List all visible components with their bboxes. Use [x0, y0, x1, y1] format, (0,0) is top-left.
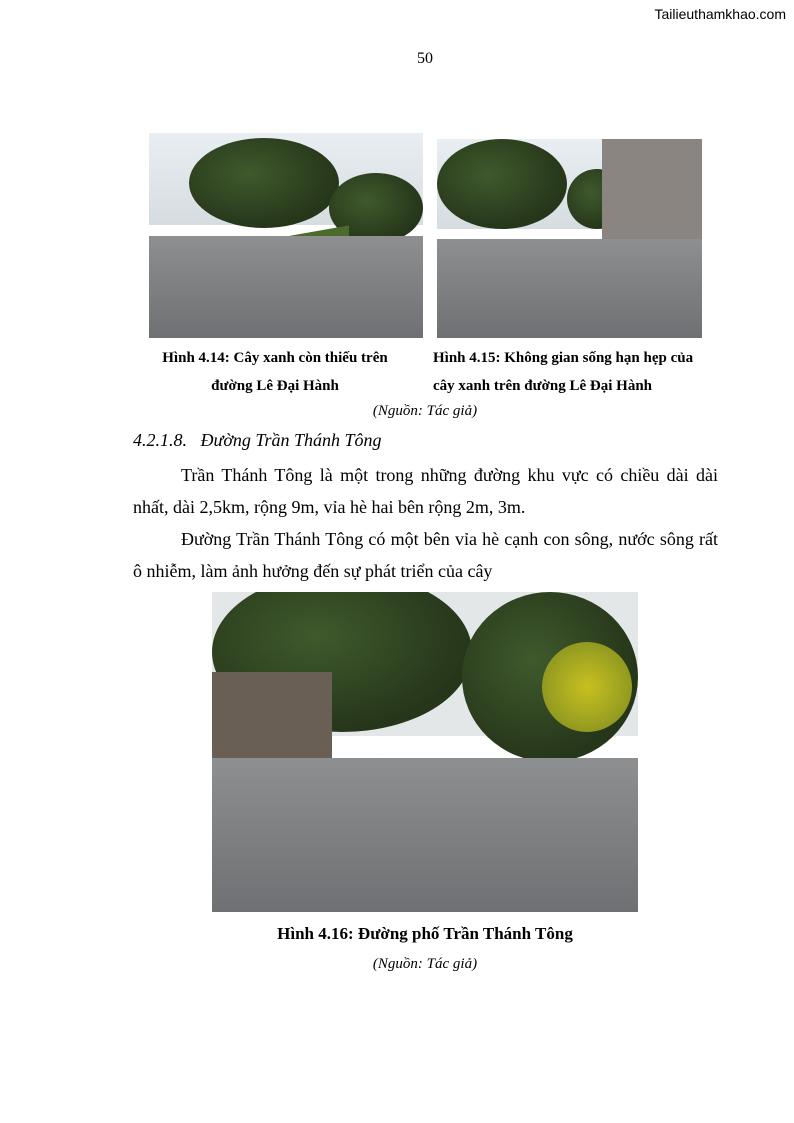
- paragraph: Đường Trần Thánh Tông có một bên vỉa hè cạnh con sông, nước sông rất ô nhiễm, làm ảnh hưởng đến sự phát triển của cây: [133, 529, 718, 581]
- photo-tran-thanh-tong: [212, 592, 638, 912]
- source-note: (Nguồn: Tác giả): [372, 956, 478, 972]
- figure-4-14-caption: Hình 4.14: Cây xanh còn thiếu trên đường Lê Đại Hành: [162, 350, 388, 394]
- figure-4-16-caption: Hình 4.16: Đường phố Trần Thánh Tông: [277, 924, 573, 943]
- photo-le-dai-hanh-1: [149, 133, 423, 338]
- watermark: Tailieuthamkhao.com: [654, 6, 786, 22]
- section-heading: 4.2.1.8. Đường Trần Thánh Tông: [133, 430, 382, 450]
- source-note: (Nguồn: Tác giả): [372, 403, 478, 419]
- photo-le-dai-hanh-2: [437, 139, 702, 338]
- paragraph: Trần Thánh Tông là một trong những đường khu vực có chiều dài dài nhất, dài 2,5km, rộng 9m, vỉa hè hai bên rộng 2m, 3m.: [133, 465, 718, 517]
- page-number: 50: [417, 50, 433, 67]
- figure-4-15-caption: Hình 4.15: Không gian sống hạn hẹp của cây xanh trên đường Lê Đại Hành: [433, 350, 694, 394]
